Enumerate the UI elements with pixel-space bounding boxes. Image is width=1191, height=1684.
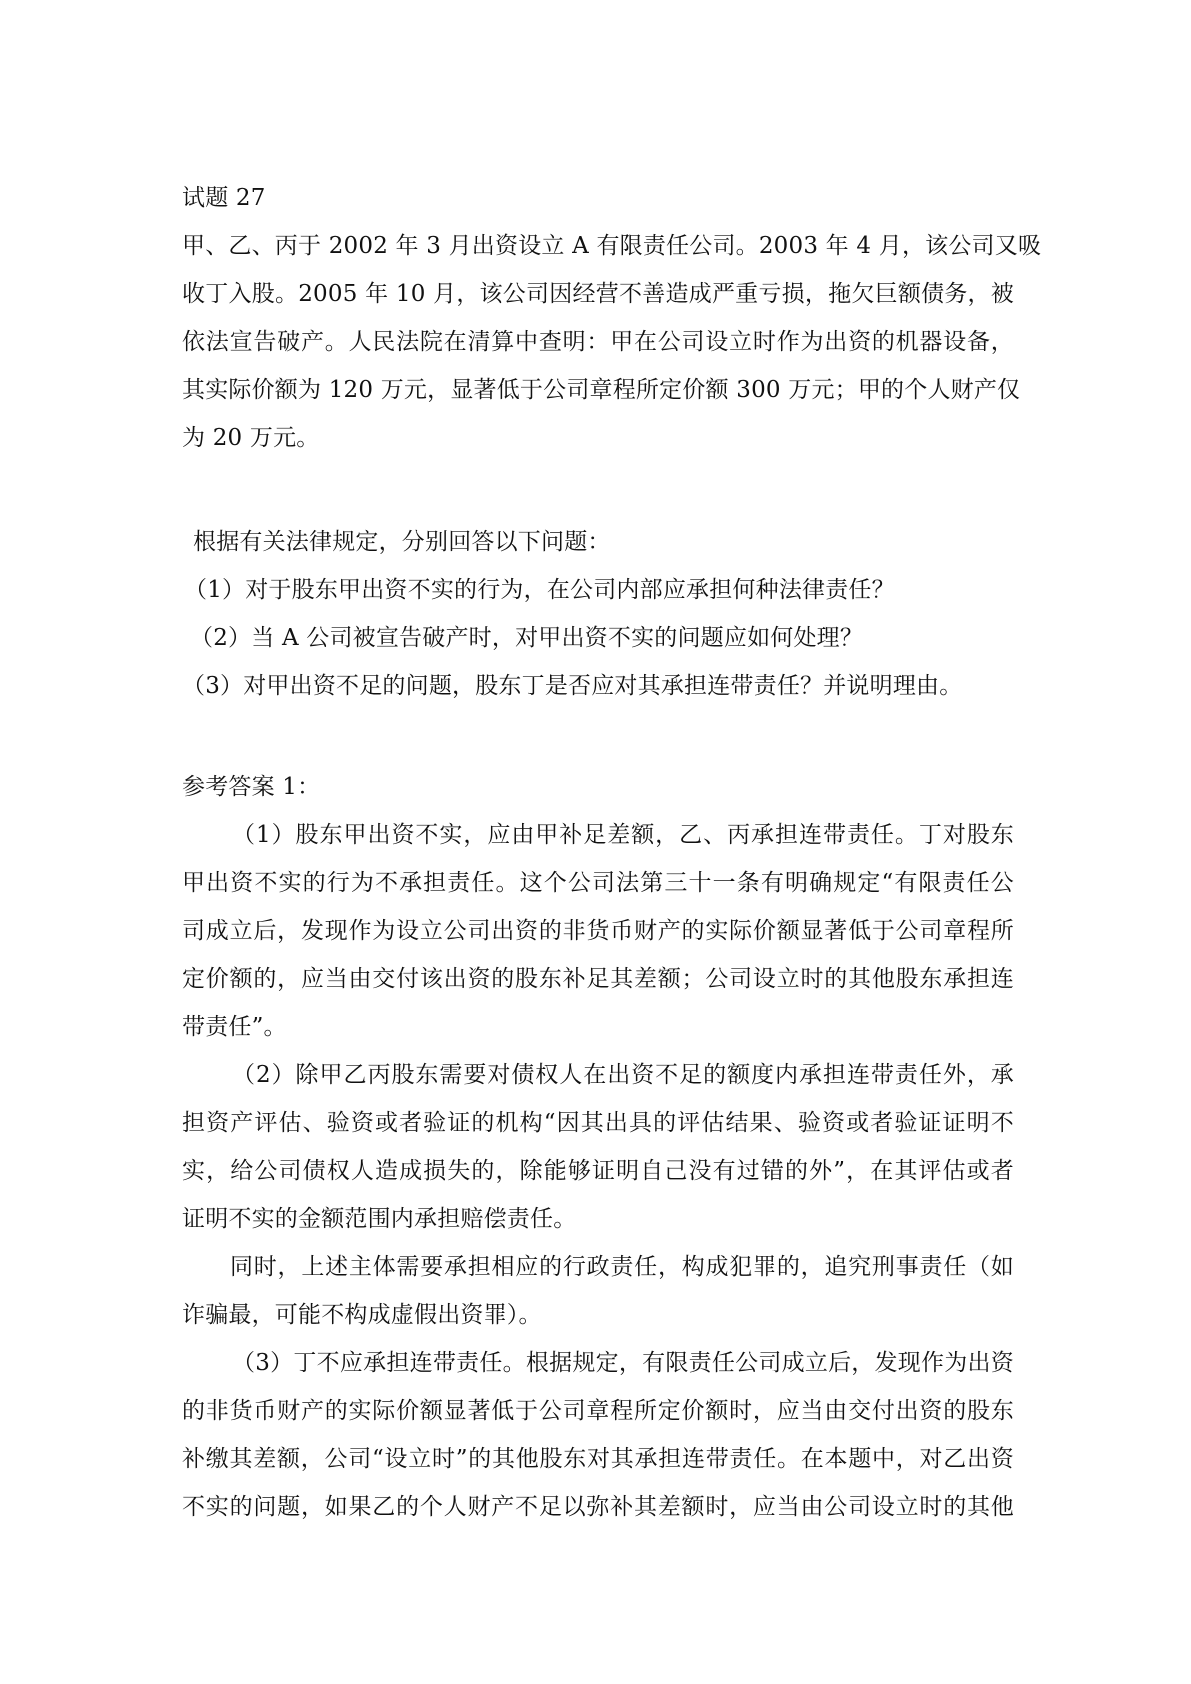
sub-question-2: （2）当 A 公司被宣告破产时，对甲出资不实的问题应如何处理？ [190, 625, 864, 651]
prompt-line: 根据有关法律规定，分别回答以下问题： [193, 529, 611, 555]
answer-line: 司成立后，发现作为设立公司出资的非货币财产的实际价额显著低于公司章程所 [182, 918, 1014, 944]
question-title: 试题 27 [182, 185, 266, 211]
answer-line: 不实的问题，如果乙的个人财产不足以弥补其差额时，应当由公司设立时的其他 [182, 1494, 1014, 1520]
answer-line: 补缴其差额，公司“设立时”的其他股东对其承担连带责任。在本题中，对乙出资 [182, 1446, 1014, 1472]
question-line: 甲、乙、丙于 2002 年 3 月出资设立 A 有限责任公司。2003 年 4 月，该公司又吸 [182, 233, 1042, 259]
question-line: 为 20 万元。 [182, 425, 320, 451]
answer-line: 带责任”。 [182, 1014, 287, 1040]
answer-line: 诈骗最，可能不构成虚假出资罪）。 [182, 1302, 542, 1328]
answer-line: 担资产评估、验资或者验证的机构“因其出具的评估结果、验资或者验证证明不 [182, 1110, 1014, 1136]
answer-line: 定价额的，应当由交付该出资的股东补足其差额；公司设立时的其他股东承担连 [182, 966, 1014, 992]
sub-question-3: （3）对甲出资不足的问题，股东丁是否应对其承担连带责任？并说明理由。 [182, 673, 963, 699]
question-line: 依法宣告破产。人民法院在清算中查明：甲在公司设立时作为出资的机器设备， [182, 329, 1014, 355]
answer-line: 证明不实的金额范围内承担赔偿责任。 [182, 1206, 577, 1232]
answer-line: 的非货币财产的实际价额显著低于公司章程所定价额时，应当由交付出资的股东 [182, 1398, 1014, 1424]
answer-line: （1）股东甲出资不实，应由甲补足差额，乙、丙承担连带责任。丁对股东 [232, 822, 1014, 848]
answer-heading: 参考答案 1： [182, 774, 321, 800]
answer-line: （3）丁不应承担连带责任。根据规定，有限责任公司成立后，发现作为出资 [232, 1350, 1014, 1376]
question-line: 其实际价额为 120 万元，显著低于公司章程所定价额 300 万元；甲的个人财产仅 [182, 377, 1021, 403]
answer-line: 甲出资不实的行为不承担责任。这个公司法第三十一条有明确规定“有限责任公 [182, 870, 1014, 896]
sub-question-1: （1）对于股东甲出资不实的行为，在公司内部应承担何种法律责任？ [184, 577, 895, 603]
answer-line: 实，给公司债权人造成损失的，除能够证明自己没有过错的外”，在其评估或者 [182, 1158, 1014, 1184]
answer-line: 同时，上述主体需要承担相应的行政责任，构成犯罪的，追究刑事责任（如 [230, 1254, 1014, 1280]
answer-line: （2）除甲乙丙股东需要对债权人在出资不足的额度内承担连带责任外，承 [232, 1062, 1014, 1088]
question-line: 收丁入股。2005 年 10 月，该公司因经营不善造成严重亏损，拖欠巨额债务，被 [182, 281, 1014, 307]
